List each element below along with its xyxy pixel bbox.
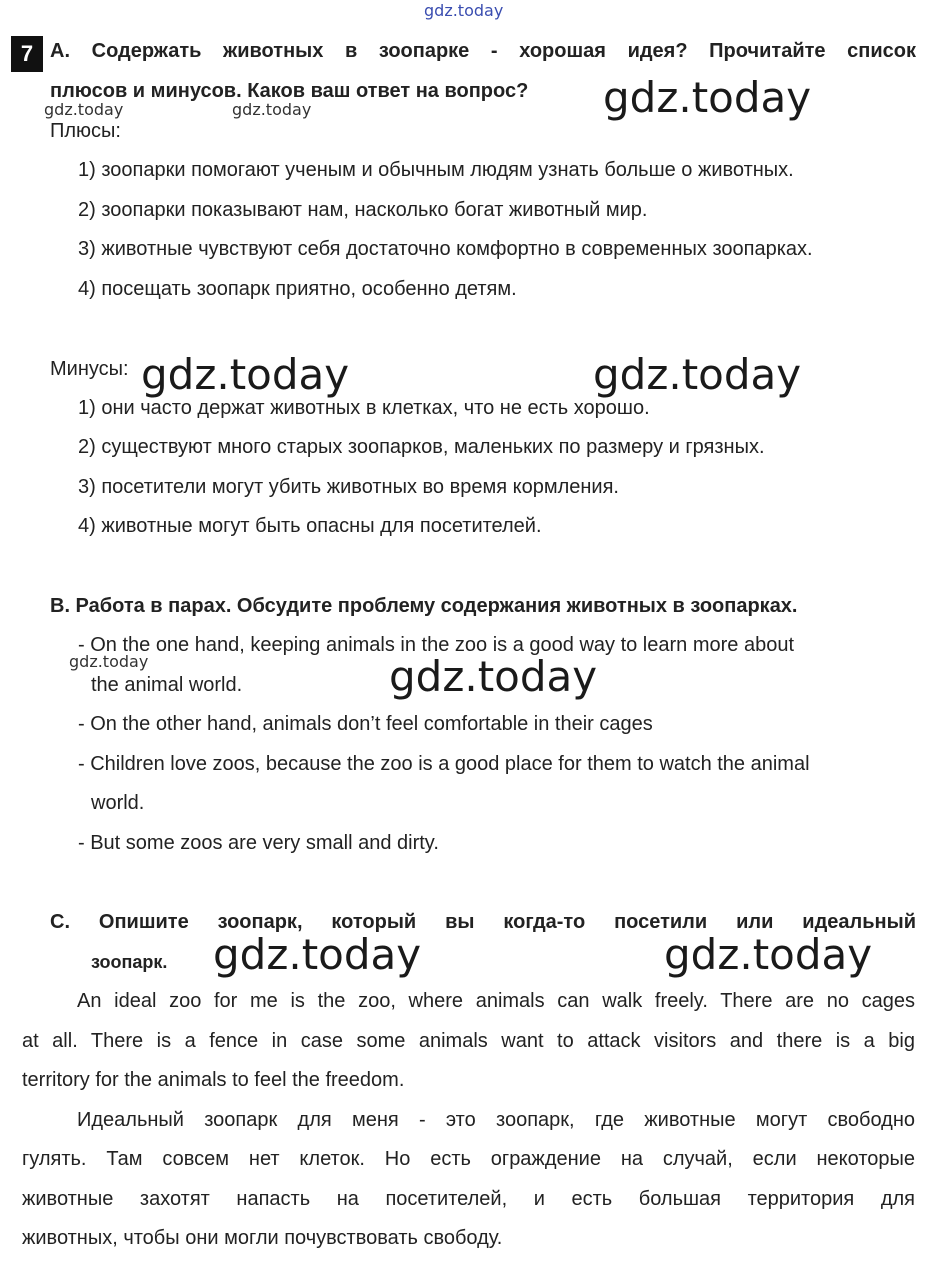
watermark: gdz.today xyxy=(141,350,350,399)
section-a-heading-line1: A. Содержать животных в зоопарке - хорошая идея? Прочитайте список xyxy=(50,40,916,62)
dialogue-line: - But some zoos are very small and dirty. xyxy=(78,832,439,854)
exercise-number-badge: 7 xyxy=(11,36,43,72)
dialogue-line: - On the one hand, keeping animals in the zoo is a good way to learn more about xyxy=(78,634,795,656)
section-c-heading-line2: зоопарк. xyxy=(91,952,168,972)
cons-label: Минусы: xyxy=(50,358,129,380)
section-a-heading-line2: плюсов и минусов. Каков ваш ответ на вопрос? xyxy=(50,80,529,102)
watermark: gdz.today xyxy=(389,652,598,701)
cons-item: 4) животные могут быть опасны для посетителей. xyxy=(78,515,542,537)
watermark-small: gdz.today xyxy=(232,100,312,119)
watermark-small: gdz.today xyxy=(44,100,124,119)
watermark-small: gdz.today xyxy=(69,652,149,671)
section-b-heading: B. Работа в парах. Обсудите проблему содержания животных в зоопарках. xyxy=(50,595,798,617)
cons-item: 2) существуют много старых зоопарков, маленьких по размеру и грязных. xyxy=(78,436,765,458)
pros-item: 2) зоопарки показывают нам, насколько богат животный мир. xyxy=(78,199,648,221)
section-c-heading-line1: C. Опишите зоопарк, который вы когда-то посетили или идеальный xyxy=(50,911,916,933)
pros-item: 4) посещать зоопарк приятно, особенно детям. xyxy=(78,278,517,300)
russian-paragraph-line: гулять. Там совсем нет клеток. Но есть ограждение на случай, если некоторые xyxy=(22,1148,915,1170)
pros-item: 3) животные чувствуют себя достаточно комфортно в современных зоопарках. xyxy=(78,238,813,260)
pros-label: Плюсы: xyxy=(50,120,121,142)
russian-paragraph-line: животные захотят напасть на посетителей, и есть большая территория для xyxy=(22,1188,915,1210)
russian-paragraph-line: животных, чтобы они могли почувствовать свободу. xyxy=(22,1227,503,1249)
watermark: gdz.today xyxy=(213,930,422,979)
dialogue-line: - Children love zoos, because the zoo is a good place for them to watch the animal xyxy=(78,753,810,775)
english-paragraph-line: at all. There is a fence in case some animals want to attack visitors and there is a big xyxy=(22,1030,915,1052)
watermark: gdz.today xyxy=(664,930,873,979)
russian-paragraph-line: Идеальный зоопарк для меня - это зоопарк, где животные могут свободно xyxy=(77,1109,915,1131)
watermark: gdz.today xyxy=(593,350,802,399)
watermark-top: gdz.today xyxy=(424,1,504,20)
watermark: gdz.today xyxy=(603,73,812,122)
english-paragraph-line: territory for the animals to feel the freedom. xyxy=(22,1069,405,1091)
english-paragraph-line: An ideal zoo for me is the zoo, where animals can walk freely. There are no cages xyxy=(77,990,915,1012)
dialogue-line: the animal world. xyxy=(91,674,243,696)
dialogue-line: world. xyxy=(91,792,145,814)
pros-item: 1) зоопарки помогают ученым и обычным людям узнать больше о животных. xyxy=(78,159,794,181)
dialogue-line: - On the other hand, animals don’t feel comfortable in their cages xyxy=(78,713,653,735)
cons-item: 3) посетители могут убить животных во время кормления. xyxy=(78,476,619,498)
cons-item: 1) они часто держат животных в клетках, что не есть хорошо. xyxy=(78,397,650,419)
